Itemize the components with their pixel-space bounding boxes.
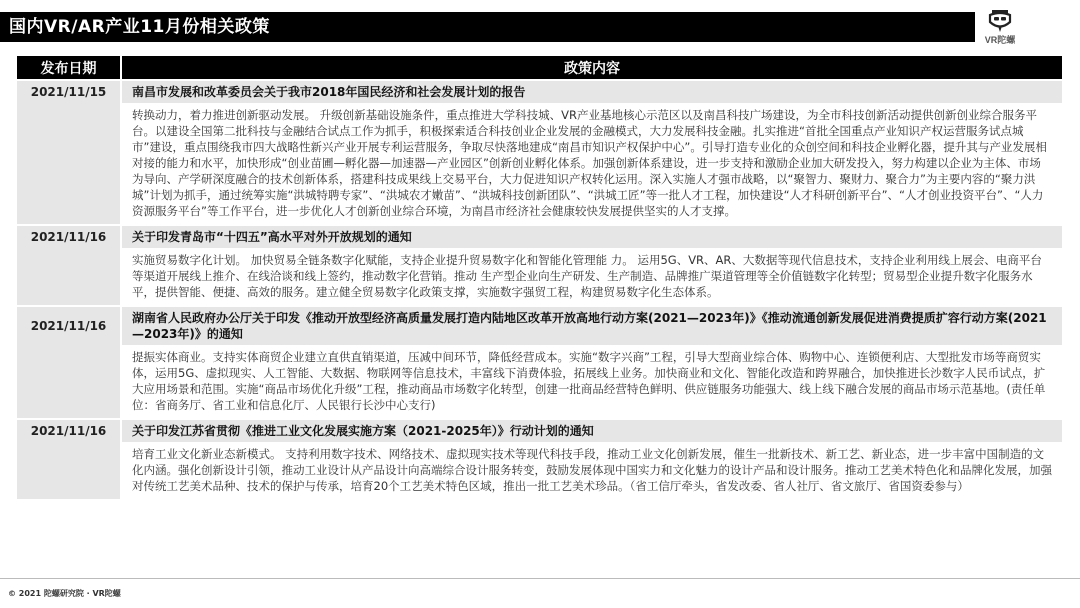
policy-title: 关于印发江苏省贯彻《推进工业文化发展实施方案（2021-2025年）》行动计划的通知 xyxy=(121,419,1062,442)
spinning-top-icon xyxy=(985,6,1015,34)
logo-text: VR陀螺 xyxy=(984,35,1016,45)
policy-date: 2021/11/16 xyxy=(17,419,121,442)
page-title: 国内VR/AR产业11月份相关政策 xyxy=(0,12,975,42)
policy-body: 培育工业文化新业态新模式。 支持利用数字技术、网络技术、虚拟现实技术等现代科技手段，推动工业文化创新发展，催生一批新技术、新工艺、新业态，进一步丰富中国制造的文化内涵。强化创新设计引领，推动工业设计从产品设计向高端综合设计服务转变，鼓励发展体现中国实力和文化魅力的设计产品和设计服务。推动工艺美术特色化和品牌化发展，加强对传统工艺美术品种、技术的保护与传承，培育20个工艺美术特色区域，推出一批工艺美术珍品。（省工信厅牵头，省发改委、省人社厅、省文旅厅、省国资委参与） xyxy=(121,442,1062,499)
policy-date: 2021/11/15 xyxy=(17,80,121,103)
footer-copyright: © 2021 陀螺研究院 · VR陀螺 xyxy=(8,589,121,598)
column-header-date: 发布日期 xyxy=(17,56,121,80)
policy-body: 提振实体商业。支持实体商贸企业建立直供直销渠道，压减中间环节，降低经营成本。实施“数字兴商”工程，引导大型商业综合体、购物中心、连锁便利店、大型批发市场等商贸实体，运用5G、虚拟现实、人工智能、大数据、物联网等信息技术，丰富线下消费体验，拓展线上业务。加快商业和文化、智能化改造和跨界融合，加快推进长沙数字人民币试点，扩大应用场景和范围。实施“商品市场优化升级”工程，推动商品市场数字化转型，创建一批商品经营特色鲜明、供应链服务功能强大、线上线下融合发展的商品市场示范基地。(责任单位：省商务厅、省工业和信息化厅、人民银行长沙中心支行) xyxy=(121,345,1062,419)
vr-tuoluo-logo xyxy=(975,6,1025,48)
date-spacer xyxy=(17,442,121,499)
date-spacer xyxy=(17,248,121,306)
policy-title: 湖南省人民政府办公厅关于印发《推动开放型经济高质量发展打造内陆地区改革开放高地行动方案(2021—2023年)》《推动流通创新发展促进消费提质扩容行动方案(2021—2023年)》的通知 xyxy=(121,306,1062,345)
table-row xyxy=(17,419,1062,442)
table-row xyxy=(17,103,1062,225)
policy-title: 关于印发青岛市“十四五”高水平对外开放规划的通知 xyxy=(121,225,1062,248)
table-row xyxy=(17,345,1062,419)
date-spacer xyxy=(17,103,121,225)
policy-date: 2021/11/16 xyxy=(17,306,121,345)
footer-divider xyxy=(0,578,1080,579)
policy-date: 2021/11/16 xyxy=(17,225,121,248)
policy-table xyxy=(17,56,1062,499)
policy-body: 转换动力，着力推进创新驱动发展。 升级创新基础设施条件，重点推进大学科技城、VR产业基地核心示范区以及南昌科技广场建设，为全市科技创新活动提供创新创业综合服务平台。以建设全国第二批科技与金融结合试点工作为抓手，积极探索适合科技创业企业发展的金融模式，大力发展科技金融。扎实推进“首批全国重点产业知识产权运营服务试点城市”建设，重点围绕我市四大战略性新兴产业开展专利运营服务，争取尽快落地建成“南昌市知识产权保护中心”。引导打造专业化的众创空间和科技企业孵化器，提升其与产业发展相对接的能力和水平，加快形成“创业苗圃—孵化器—加速器—产业园区”创新创业孵化体系。加强创新体系建设，进一步支持和激励企业加大研发投入，努力构建以企业为主体、市场为导向、产学研深度融合的技术创新体系，搭建科技成果线上交易平台，大力促进知识产权转化运用。深入实施人才强市战略，以“聚智力、聚财力、聚合力”为主要内容的“聚力洪城”计划为抓手，通过统筹实施“洪城特聘专家”、“洪城农才嫩苗”、“洪城科技创新团队”、“洪城工匠”等一批人才工程，加快建设“人才科研创新平台”、“人才创业投资平台”、“人力资源服务平台”等工作平台，进一步优化人才创新创业综合环境，为南昌市经济社会健康较快发展提供坚实的人才支撑。 xyxy=(121,103,1062,225)
table-row xyxy=(17,306,1062,345)
policy-title: 南昌市发展和改革委员会关于我市2018年国民经济和社会发展计划的报告 xyxy=(121,80,1062,103)
table-row xyxy=(17,442,1062,499)
table-row xyxy=(17,248,1062,306)
table-row xyxy=(17,225,1062,248)
policy-body: 实施贸易数字化计划。 加快贸易全链条数字化赋能，支持企业提升贸易数字化和智能化管理能 力。 运用5G、VR、AR、大数据等现代信息技术，支持企业利用线上展会、电商平台等渠道开展线上推介、在线洽谈和线上签约，推动数字化营销。推动 生产型企业向生产研发、生产制造、品牌推广渠道管理等全价值链数字化转型；贸易型企业提升数字化服务水平，提供智能、便捷、高效的服务。建立健全贸易数字化政策支撑，实施数字强贸工程，构建贸易数字化生态体系。 xyxy=(121,248,1062,306)
table-row xyxy=(17,80,1062,103)
column-header-content: 政策内容 xyxy=(121,56,1062,80)
date-spacer xyxy=(17,345,121,419)
table-header-row xyxy=(17,56,1062,80)
